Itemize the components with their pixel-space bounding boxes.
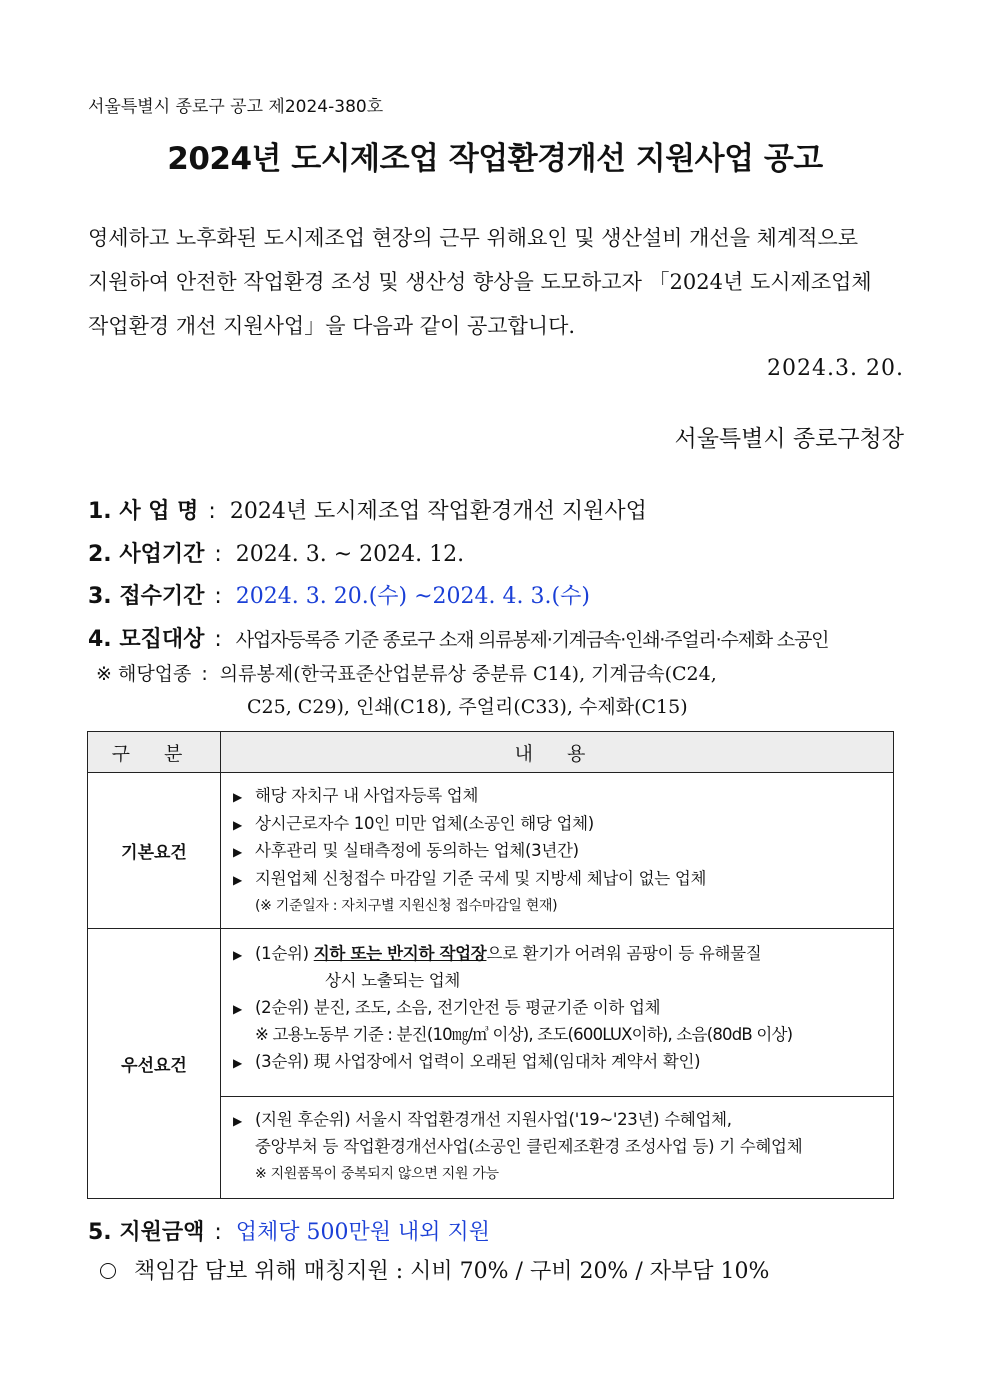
underlined-text: 지하 또는 반지하 작업장 xyxy=(313,943,487,963)
triangle-bullet-icon: ▶ xyxy=(233,872,242,887)
industry-note-label: ※ 해당업종 xyxy=(96,663,192,685)
category-priority: 우선요건 xyxy=(88,928,221,1198)
list-item xyxy=(233,995,881,1023)
list-item-text: (지원 후순위) 서울시 작업환경개선 지원사업('19~'23년) 수혜업체, xyxy=(255,1109,732,1129)
item-label: 5. 지원금액 xyxy=(88,1220,205,1245)
triangle-bullet-icon: ▶ xyxy=(233,1113,242,1128)
industry-note-line: C25, C29), 인쇄(C18), 주얼리(C33), 수제화(C15) xyxy=(247,696,688,718)
triangle-bullet-icon: ▶ xyxy=(233,1001,242,1016)
list-item xyxy=(233,811,881,839)
item-application-period xyxy=(88,579,590,610)
table-header-category: 구 분 xyxy=(88,732,221,773)
table-header-content: 내 용 xyxy=(221,732,894,773)
table-row-priority xyxy=(88,928,894,1096)
priority-content xyxy=(221,928,894,1096)
list-item xyxy=(233,838,881,866)
list-item-text: 으로 환기가 어려워 곰팡이 등 유해물질 xyxy=(486,943,762,963)
item-value: 2024. 3. ~ 2024. 12. xyxy=(235,542,465,567)
notice-date: 2024.3. 20. xyxy=(767,356,904,381)
item-value: 사업자등록증 기준 종로구 소재 의류봉제·기계금속·인쇄·주얼리·수제화 소공인 xyxy=(235,629,829,651)
triangle-bullet-icon: ▶ xyxy=(233,947,242,962)
list-item xyxy=(233,941,881,969)
industry-note xyxy=(96,659,717,686)
circle-bullet-icon xyxy=(100,1263,116,1279)
list-item-continuation: 중앙부처 등 작업환경개선사업(소공인 클린제조환경 조성사업 등) 기 수혜업체 xyxy=(255,1137,803,1156)
list-item-text: (3순위) 現 사업장에서 업력이 오래된 업체(임대차 계약서 확인) xyxy=(255,1051,701,1071)
intro-line: 영세하고 노후화된 도시제조업 현장의 근무 위해요인 및 생산설비 개선을 체계적으로 xyxy=(88,226,859,250)
intro-line: 작업환경 개선 지원사업」을 다음과 같이 공고합니다. xyxy=(88,314,576,338)
list-item xyxy=(233,1107,881,1135)
item-label: 1. 사 업 명 xyxy=(88,499,199,524)
item-colon: : xyxy=(208,499,216,524)
item-colon: : xyxy=(214,584,222,609)
table-row-basic xyxy=(88,773,894,929)
list-item-text: 상시근로자수 10인 미만 업체(소공인 해당 업체) xyxy=(255,813,594,833)
intro-paragraph xyxy=(88,216,908,348)
item-value: 업체당 500만원 내외 지원 xyxy=(235,1220,491,1245)
item-label: 2. 사업기간 xyxy=(88,542,205,567)
matching-support xyxy=(100,1254,769,1285)
item-colon: : xyxy=(214,627,222,652)
item-label: 4. 모집대상 xyxy=(88,627,205,652)
triangle-bullet-icon: ▶ xyxy=(233,1055,242,1070)
item-value: 2024년 도시제조업 작업환경개선 지원사업 xyxy=(229,499,647,524)
page-title: 2024년 도시제조업 작업환경개선 지원사업 공고 xyxy=(167,141,823,177)
item-project-name xyxy=(88,494,647,525)
notice-number: 서울특별시 종로구 공고 제2024-380호 xyxy=(88,97,384,117)
triangle-bullet-icon: ▶ xyxy=(233,817,242,832)
requirements-table xyxy=(87,731,894,1199)
list-item-text: 해당 자치구 내 사업자등록 업체 xyxy=(255,786,479,805)
triangle-bullet-icon: ▶ xyxy=(233,845,242,859)
priority-later-content xyxy=(221,1096,894,1198)
basic-note: (※ 기준일자 : 자치구별 지원신청 접수마감일 현재) xyxy=(255,898,558,914)
table-header-row xyxy=(88,732,894,773)
priority-later-note: ※ 지원품목이 중복되지 않으면 지원 가능 xyxy=(255,1165,499,1182)
industry-note-line: 의류봉제(한국표준산업분류상 중분류 C14), 기계금속(C24, xyxy=(219,663,717,685)
item-recruit-target xyxy=(88,622,828,653)
list-item xyxy=(233,1049,881,1077)
category-basic: 기본요건 xyxy=(88,773,221,929)
list-item-text: 사후관리 및 실태측정에 동의하는 업체(3년간) xyxy=(255,841,579,860)
item-label: 3. 접수기간 xyxy=(88,584,205,609)
item-support-amount xyxy=(88,1215,490,1246)
rank-label: (1순위) xyxy=(255,943,309,963)
item-value: 2024. 3. 20.(수) ~2024. 4. 3.(수) xyxy=(235,584,590,609)
item-colon: : xyxy=(201,663,208,685)
item-colon: : xyxy=(214,1220,222,1245)
priority-note: ※ 고용노동부 기준 : 분진(10㎎/㎥ 이상), 조도(600LUX이하), 소음(80dB 이상) xyxy=(255,1025,793,1044)
list-item xyxy=(233,783,881,811)
list-item-text: (2순위) 분진, 조도, 소음, 전기안전 등 평균기준 이하 업체 xyxy=(255,997,661,1017)
list-item-continuation: 상시 노출되는 업체 xyxy=(325,971,461,990)
basic-content xyxy=(221,773,894,929)
list-item xyxy=(233,866,881,894)
item-project-period xyxy=(88,537,464,568)
matching-text: 책임감 담보 위해 매칭지원 : 시비 70% / 구비 20% / 자부담 10% xyxy=(134,1259,770,1284)
item-colon: : xyxy=(214,542,222,567)
triangle-bullet-icon: ▶ xyxy=(233,790,242,804)
intro-line: 지원하여 안전한 작업환경 조성 및 생산성 향상을 도모하고자 「2024년 도시제조업체 xyxy=(88,270,872,294)
issuer: 서울특별시 종로구청장 xyxy=(674,426,904,452)
list-item-text: 지원업체 신청접수 마감일 기준 국세 및 지방세 체납이 없는 업체 xyxy=(255,868,707,888)
